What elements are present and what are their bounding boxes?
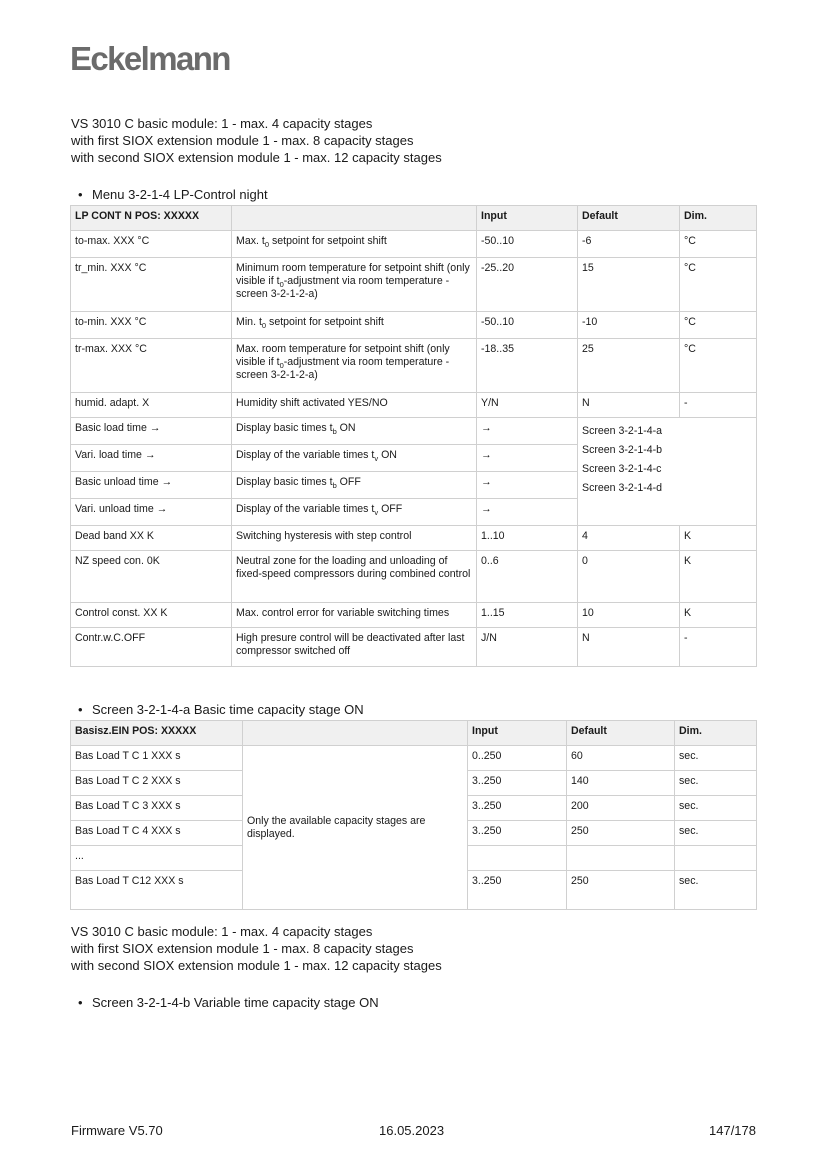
footer-firmware: Firmware V5.70 <box>71 1123 163 1138</box>
table-row: Basic load time → Display basic times $t_b$ ON → Screen 3-2-1-4-a Screen 3-2-1-4-b Screen 3-2-1-4-c Screen 3-2-1-4-d <box>71 418 757 445</box>
table-row: Bas Load T C12 XXX s 3..250 250 sec. <box>71 871 757 910</box>
header-cell: Input <box>468 721 567 746</box>
table-row: Control const. XX K Max. control error for variable switching times 1..15 10 K <box>71 603 757 628</box>
table-row: to-max. XXX °C Max. $t_0$ setpoint for setpoint shift -50..10 -6 °C <box>71 231 757 258</box>
table-row: Bas Load T C 2 XXX s 3..250 140 sec. <box>71 771 757 796</box>
submenu-list: Screen 3-2-1-4-a Screen 3-2-1-4-b Screen 3-2-1-4-c Screen 3-2-1-4-d <box>578 418 757 526</box>
outro-line: with first SIOX extension module 1 - max. 8 capacity stages <box>71 941 414 956</box>
table-row: Bas Load T C 3 XXX s 3..250 200 sec. <box>71 796 757 821</box>
header-cell: Default <box>567 721 675 746</box>
table-row: Contr.w.C.OFF High presure control will be deactivated after last compressor switched off J/N N - <box>71 628 757 667</box>
table-row: tr-max. XXX °C Max. room temperature for setpoint shift (only visible if $t_0$-adjustment via room temperature - screen 3-2-1-2-a) -18..35 25 °C <box>71 339 757 393</box>
table-row: Dead band XX K Switching hysteresis with step control 1..10 4 K <box>71 526 757 551</box>
table-row: NZ speed con. 0K Neutral zone for the loading and unloading of fixed-speed compressors during combined control 0..6 0 K <box>71 551 757 603</box>
header-cell: Input <box>477 206 578 231</box>
basic-time-table <box>70 720 757 910</box>
footer-date: 16.05.2023 <box>379 1123 445 1138</box>
intro-line: VS 3010 C basic module: 1 - max. 4 capacity stages <box>71 116 373 131</box>
table-header-row <box>71 721 757 746</box>
table-row: to-min. XXX °C Min. $t_0$ setpoint for setpoint shift -50..10 -10 °C <box>71 312 757 339</box>
outro-line: VS 3010 C basic module: 1 - max. 4 capacity stages <box>71 924 373 939</box>
merged-description: Only the available capacity stages are displayed. <box>243 746 468 910</box>
outro-paragraph <box>71 923 442 974</box>
company-logo: Eckelmann <box>70 40 230 77</box>
table-row: Vari. load time → Display of the variable times $t_v$ ON → <box>71 445 757 472</box>
table-row: humid. adapt. X Humidity shift activated YES/NO Y/N N - <box>71 393 757 418</box>
table-row: Bas Load T C 4 XXX s 3..250 250 sec. <box>71 821 757 846</box>
header-cell: Default <box>578 206 680 231</box>
header-cell <box>243 721 468 746</box>
intro-paragraph <box>71 115 442 166</box>
bullet-icon: • <box>78 702 83 717</box>
table-row: Bas Load T C 1 XXX s Only the available capacity stages are displayed. 0..250 60 sec. <box>71 746 757 771</box>
header-cell <box>232 206 477 231</box>
table-row: tr_min. XXX °C Minimum room temperature for setpoint shift (only visible if $t_0$-adjustment via room temperature - screen 3-2-1-2-a) -25..20 15 °C <box>71 258 757 312</box>
table-row: Basic unload time → Display basic times $t_b$ OFF → <box>71 472 757 499</box>
bullet-icon: • <box>78 187 83 202</box>
intro-line: with first SIOX extension module 1 - max. 8 capacity stages <box>71 133 414 148</box>
header-cell: Basisz.EIN POS: XXXXX <box>71 721 243 746</box>
outro-line: with second SIOX extension module 1 - max. 12 capacity stages <box>71 958 442 973</box>
bullet-icon: • <box>78 995 83 1010</box>
section1-heading: • Menu 3-2-1-4 LP-Control night <box>78 187 268 202</box>
section2-heading: • Screen 3-2-1-4-a Basic time capacity stage ON <box>78 702 364 717</box>
section3-heading: • Screen 3-2-1-4-b Variable time capacity stage ON <box>78 995 379 1010</box>
lp-control-night-table <box>70 205 757 667</box>
header-cell: Dim. <box>675 721 757 746</box>
footer-page-number: 147/178 <box>709 1123 756 1138</box>
table-row: ... <box>71 846 757 871</box>
intro-line: with second SIOX extension module 1 - max. 12 capacity stages <box>71 150 442 165</box>
table-row: Vari. unload time → Display of the variable times $t_v$ OFF → <box>71 499 757 526</box>
table-header-row <box>71 206 757 231</box>
header-cell: LP CONT N POS: XXXXX <box>71 206 232 231</box>
header-cell: Dim. <box>680 206 757 231</box>
